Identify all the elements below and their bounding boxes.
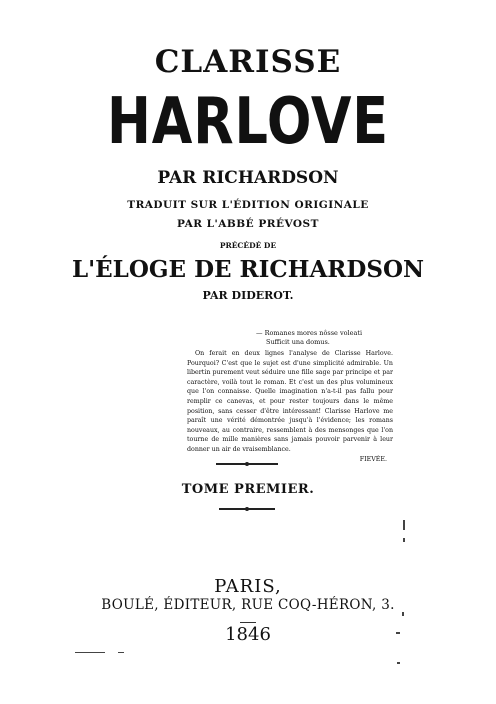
ornament-dot-top	[245, 462, 249, 466]
scan-mark	[75, 652, 105, 653]
translation-line: TRADUIT SUR L'ÉDITION ORIGINALE	[127, 199, 369, 211]
scan-mark	[403, 520, 405, 530]
translator-line: PAR L'ABBÉ PRÉVOST	[177, 218, 319, 230]
scan-mark	[397, 662, 400, 664]
preceded-line: PRÉCÉDÉ DE	[219, 241, 277, 250]
eloge-title: L'ÉLOGE DE RICHARDSON	[71, 256, 425, 283]
scan-mark	[118, 652, 124, 653]
scan-mark	[396, 632, 400, 634]
quote-signature: FIEVÉE.	[359, 455, 387, 463]
imprint-publisher: BOULÉ, ÉDITEUR, RUE COQ-HÉRON, 3.	[101, 597, 395, 613]
imprint-year: 1846	[225, 624, 271, 645]
ornament-dot-bottom	[245, 507, 249, 511]
volume-label: TOME PREMIER.	[181, 482, 315, 497]
quote-text: On ferait en deux lignes l'analyse de Clarisse Harlove. Pourquoi? C'est que le sujet est d'une simplicité admirable. Un libertin purement veut séduire une fille sage par principe et par caractère, voilà tout le roman. Et c'est un des plus volumineux que l'on connaisse. Quelle imagination n'a-t-il pas fallu pour remplir ce canevas, et pour rester toujours dans le même position, sans cesser d'être intéressant! Clarisse Harlove me paraît une vérité démontrée jusqu'à l'évidence; les romans nouveaux, au contraire, ressemblent à des mensonges que l'on tourne de mille manières sans jamais pouvoir parvenir à leur donner un air de vraisemblance.	[187, 350, 393, 453]
epigraph-line-2: Sufficit una domus.	[266, 338, 330, 346]
imprint-rule	[240, 622, 256, 623]
author-line: PAR RICHARDSON	[157, 168, 339, 188]
quote-block	[187, 349, 393, 464]
title-line-1: CLARISSE	[154, 44, 342, 80]
title-line-2: HARLOVE	[107, 85, 389, 159]
eloge-author: PAR DIDEROT.	[202, 289, 294, 302]
scan-mark	[402, 612, 404, 616]
epigraph-line-1: — Romanes mores nôsse voleati	[256, 329, 363, 337]
imprint-city: PARIS,	[214, 576, 282, 597]
scan-mark	[403, 538, 405, 542]
